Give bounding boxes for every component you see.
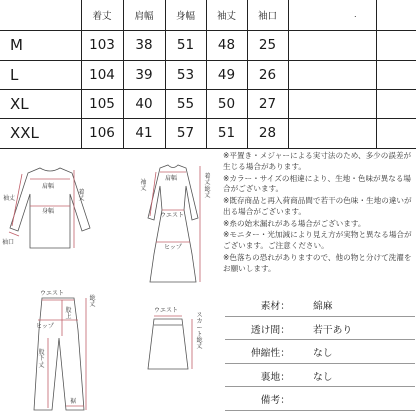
table-cell: 55 — [176, 96, 195, 112]
table-cell: 53 — [176, 67, 195, 83]
label-sodetake: 袖丈 — [3, 195, 16, 202]
spec-label: 透け間： — [250, 324, 290, 336]
header-sodetake: 袖丈 — [216, 11, 236, 22]
spec-row-stretch — [225, 340, 415, 364]
note-thread: ※糸の始末漏れがある場合がございます。 — [223, 218, 366, 228]
table-cell: 49 — [217, 67, 236, 83]
spec-row-lining — [225, 364, 415, 388]
table-rule — [376, 0, 377, 148]
table-cell: 51 — [176, 37, 195, 53]
size-label: XXL — [10, 124, 39, 142]
label-sodeguchi: 袖口 — [2, 239, 15, 246]
spec-value: 若干あり — [313, 324, 353, 336]
label-katahaba: 肩幅 — [165, 175, 178, 182]
table-cell: 48 — [217, 37, 236, 53]
label-waist: ウエスト — [154, 307, 179, 314]
table-cell: 41 — [135, 125, 153, 141]
header-katahaba: 肩幅 — [134, 11, 154, 22]
table-cell: 28 — [258, 125, 277, 141]
size-label: L — [10, 66, 19, 84]
spec-label: 備考： — [260, 395, 290, 406]
note-color-size: ※カラー・サイズの相違により、生地・色味が異なる場合がございます。 — [223, 173, 412, 194]
label-hip: ヒップ — [164, 244, 182, 251]
skirt-garment-drawing — [138, 305, 218, 385]
table-rule — [0, 148, 416, 149]
header-kitake: 着丈 — [92, 11, 112, 22]
size-label: XL — [10, 95, 29, 113]
dress-measurement-diagram — [122, 158, 222, 298]
spec-divider — [225, 410, 415, 411]
label-skirt-length: スカート総丈 — [196, 312, 203, 351]
label-suso: 裾 — [70, 398, 77, 405]
table-cell: 104 — [89, 67, 115, 83]
spec-value: なし — [313, 348, 333, 359]
label-waist: ウエスト — [160, 212, 185, 219]
header-mark: . — [354, 10, 357, 19]
note-measurement: ※平置き・メジャーによる実寸法のため、多少の誤差が生じる場合があります。 — [223, 151, 412, 171]
table-cell: 39 — [135, 67, 153, 83]
table-cell: 25 — [258, 37, 277, 53]
spec-row-sheerness — [225, 317, 415, 341]
spec-value: なし — [313, 371, 333, 383]
table-cell: 106 — [89, 125, 115, 141]
top-garment-drawing — [0, 160, 110, 260]
notes-section — [223, 151, 413, 276]
size-label: M — [10, 36, 23, 54]
spec-label: 素材： — [260, 301, 290, 312]
label-mihaba: 身幅 — [42, 208, 55, 215]
table-cell: 103 — [89, 37, 115, 53]
header-sodeguchi: 袖口 — [257, 11, 277, 22]
size-table — [0, 0, 416, 150]
note-monitor: ※モニター・光加減により見え方が実物と異なる場合がございます。ご注意ください。 — [223, 230, 412, 251]
pants-garment-drawing — [22, 292, 102, 414]
table-cell: 105 — [89, 96, 115, 112]
top-measurement-diagram — [0, 160, 110, 260]
label-soutake: 総丈 — [89, 295, 96, 309]
table-cell: 38 — [135, 37, 153, 53]
header-mihaba: 身幅 — [175, 11, 195, 22]
table-cell: 57 — [176, 125, 195, 141]
label-sodetake: 袖丈 — [140, 179, 147, 193]
label-kitake: 着丈 — [78, 189, 85, 203]
label-hip: ヒップ — [36, 323, 54, 330]
spec-table — [225, 293, 415, 411]
table-cell: 26 — [258, 67, 277, 83]
spec-label: 裏地： — [260, 371, 290, 383]
spec-row-material — [225, 293, 415, 317]
table-cell: 27 — [258, 96, 277, 112]
label-waist: ウエスト — [40, 290, 65, 297]
note-fading: ※色落ちの恐れがありますので、他の物と分けて洗濯をお願いします。 — [223, 253, 412, 273]
note-restock: ※既存商品と再入荷商品間で若干の色味・生地の違いが出る場合がございます。 — [223, 196, 412, 216]
spec-value: 綿麻 — [313, 301, 333, 312]
label-kitake: 着丈 総丈 — [204, 173, 211, 199]
table-cell: 40 — [135, 96, 153, 112]
pants-measurement-diagram — [22, 292, 102, 414]
spec-row-remarks — [225, 387, 415, 411]
skirt-measurement-diagram — [138, 305, 218, 385]
label-mata-ue: 股上 — [65, 307, 72, 321]
label-katahaba: 肩幅 — [42, 183, 55, 190]
spec-label: 伸縮性： — [250, 348, 290, 359]
table-cell: 50 — [217, 96, 236, 112]
table-rule — [288, 0, 289, 148]
label-mata-shita: 股下丈 — [38, 349, 45, 369]
table-cell: 51 — [217, 125, 236, 141]
